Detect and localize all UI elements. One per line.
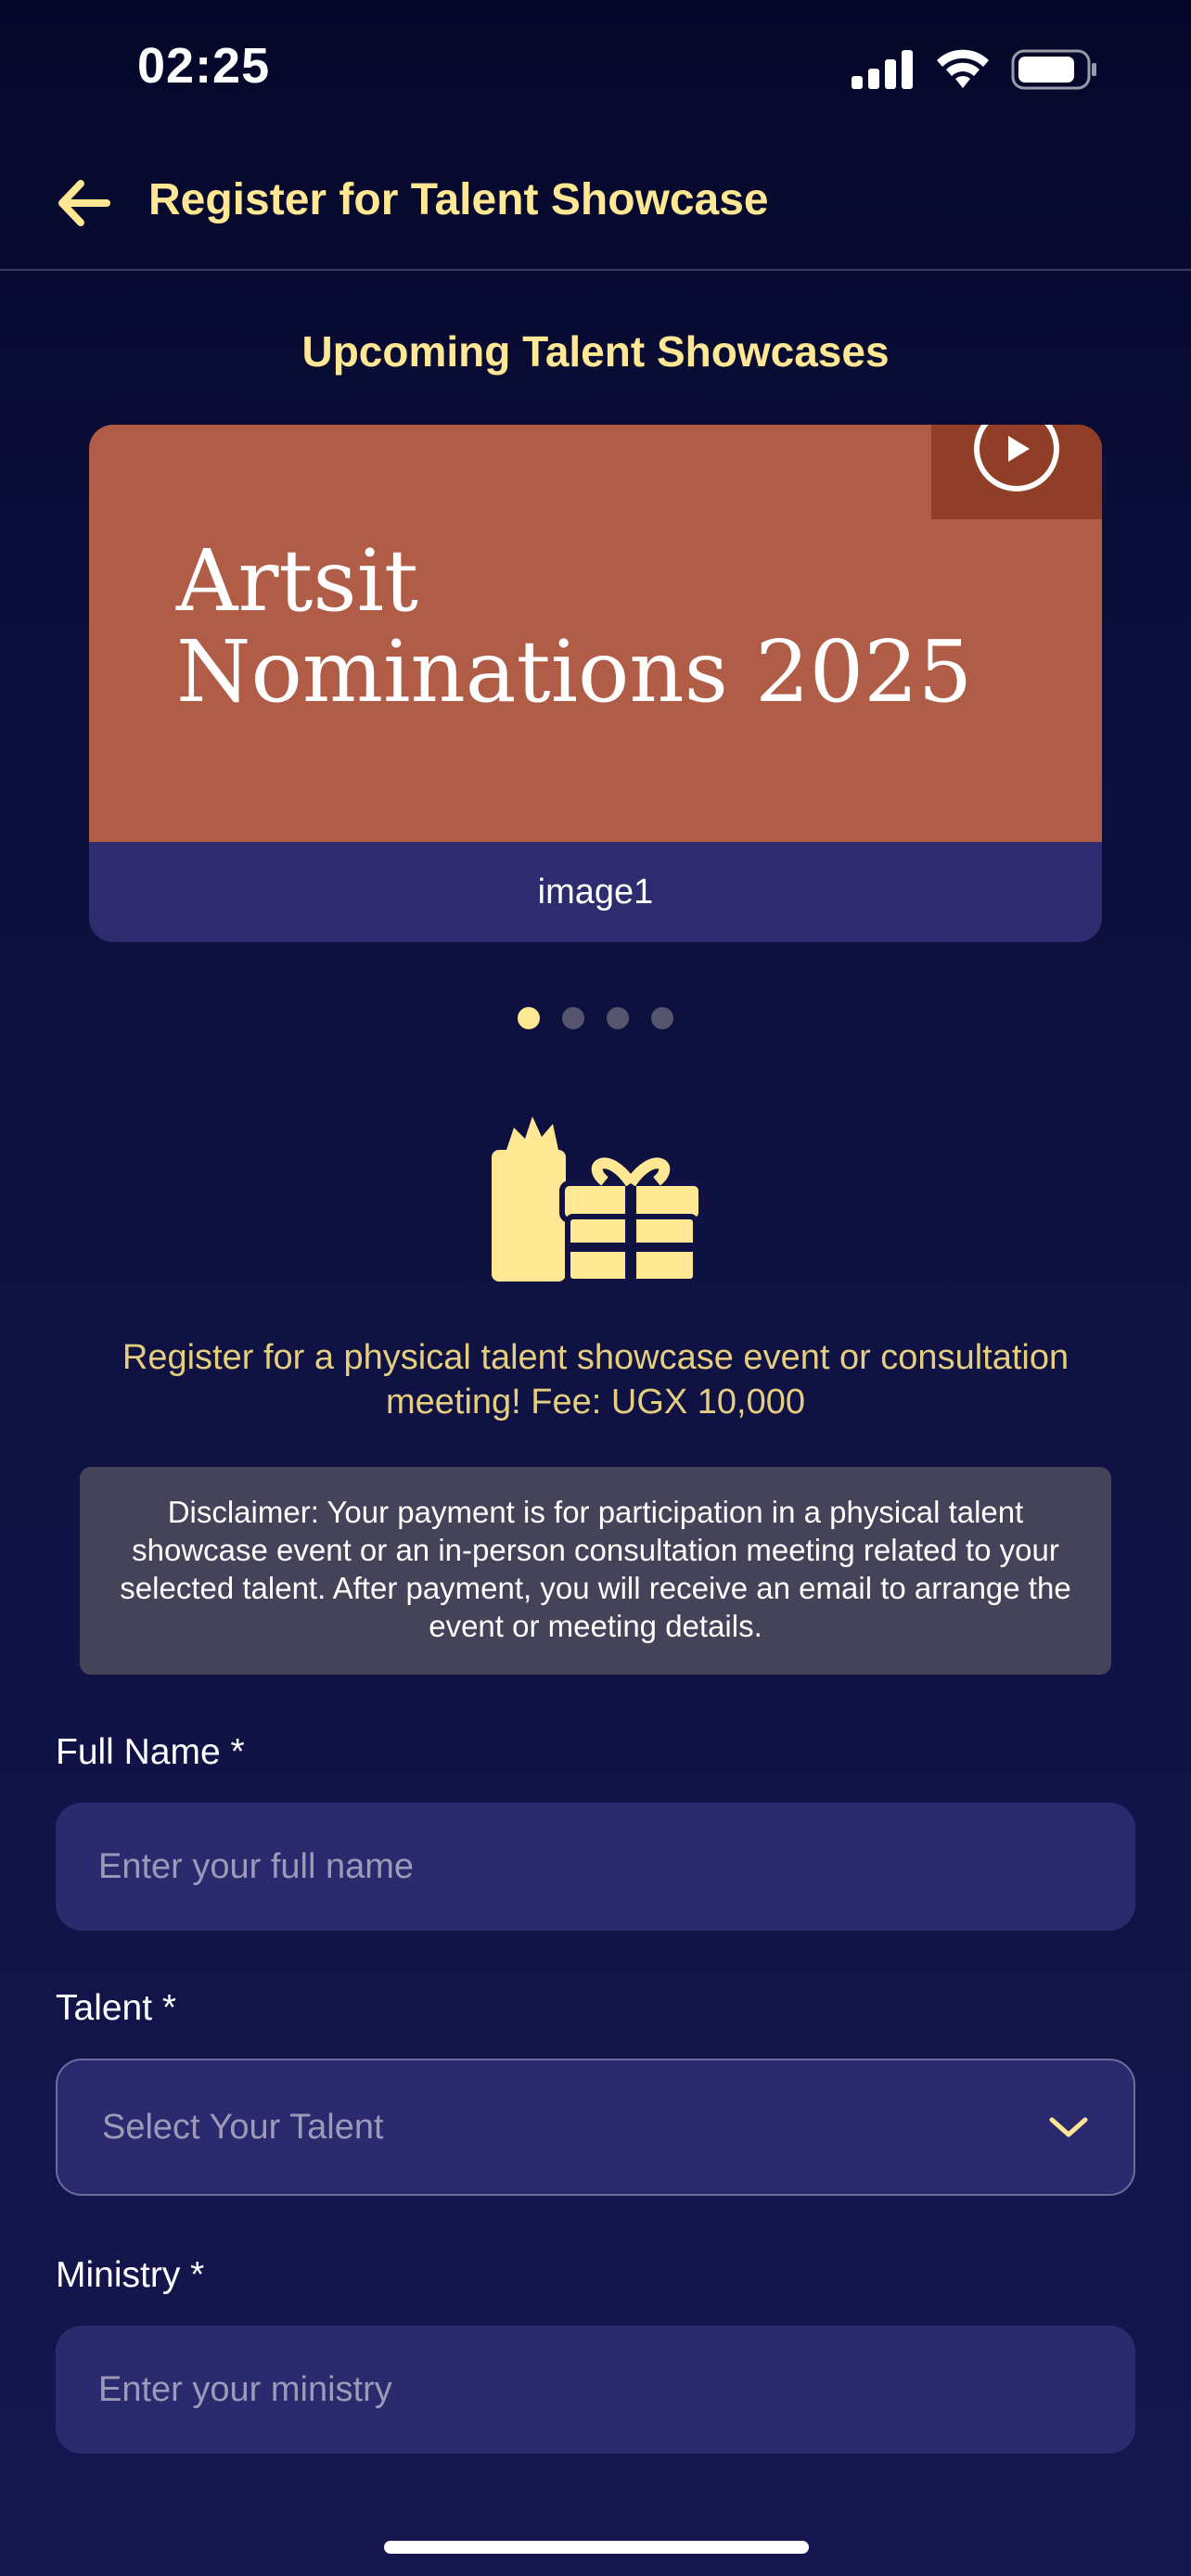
chevron-down-icon: [1048, 2114, 1089, 2140]
ministry-input[interactable]: [56, 2326, 1135, 2454]
fee-description: Register for a physical talent showcase event or consultation meeting! Fee: UGX 10,000: [122, 1338, 1069, 1422]
play-button[interactable]: [974, 425, 1059, 491]
talent-select[interactable]: [56, 2059, 1135, 2196]
slide-caption: image1: [537, 872, 654, 912]
ministry-label: Ministry *: [56, 2255, 205, 2295]
slide-image: [89, 425, 1102, 842]
play-overlay: [931, 425, 1102, 519]
home-indicator[interactable]: [384, 2541, 809, 2554]
wifi-icon: [935, 49, 991, 90]
signal-icon: [852, 50, 915, 89]
full-name-input[interactable]: [56, 1803, 1135, 1931]
section-title: Upcoming Talent Showcases: [301, 327, 890, 376]
status-time: 02:25: [137, 38, 271, 94]
talent-select-value: Select Your Talent: [102, 2107, 384, 2147]
play-icon: [998, 430, 1035, 467]
gift-icon: [488, 1113, 705, 1283]
carousel-slide[interactable]: [89, 425, 1102, 942]
status-bar: [0, 0, 1191, 139]
app-header: [0, 139, 1191, 271]
slide-image-title-line2: Nominations 2025: [176, 622, 973, 721]
pagination-dot[interactable]: [518, 1007, 540, 1029]
pagination-dot[interactable]: [562, 1007, 584, 1029]
full-name-label: Full Name *: [56, 1732, 245, 1772]
pagination-dot[interactable]: [607, 1007, 629, 1029]
pagination-dot[interactable]: [651, 1007, 673, 1029]
battery-icon: [1011, 49, 1098, 90]
slide-image-title-line1: Artsit: [176, 531, 418, 631]
back-button[interactable]: [46, 171, 121, 236]
disclaimer-box: Disclaimer: Your payment is for participation in a physical talent showcase event or an in-person consultation meeting related to your selected talent. After payment, you will receive an email to arrange the event or meeting details.: [80, 1467, 1111, 1675]
talent-label: Talent *: [56, 1988, 177, 2028]
slide-image-title: [176, 531, 973, 721]
status-icons: [852, 48, 1098, 91]
arrow-left-icon: [57, 180, 110, 226]
page-title: Register for Talent Showcase: [148, 175, 769, 224]
carousel-pagination: [0, 1007, 1191, 1029]
